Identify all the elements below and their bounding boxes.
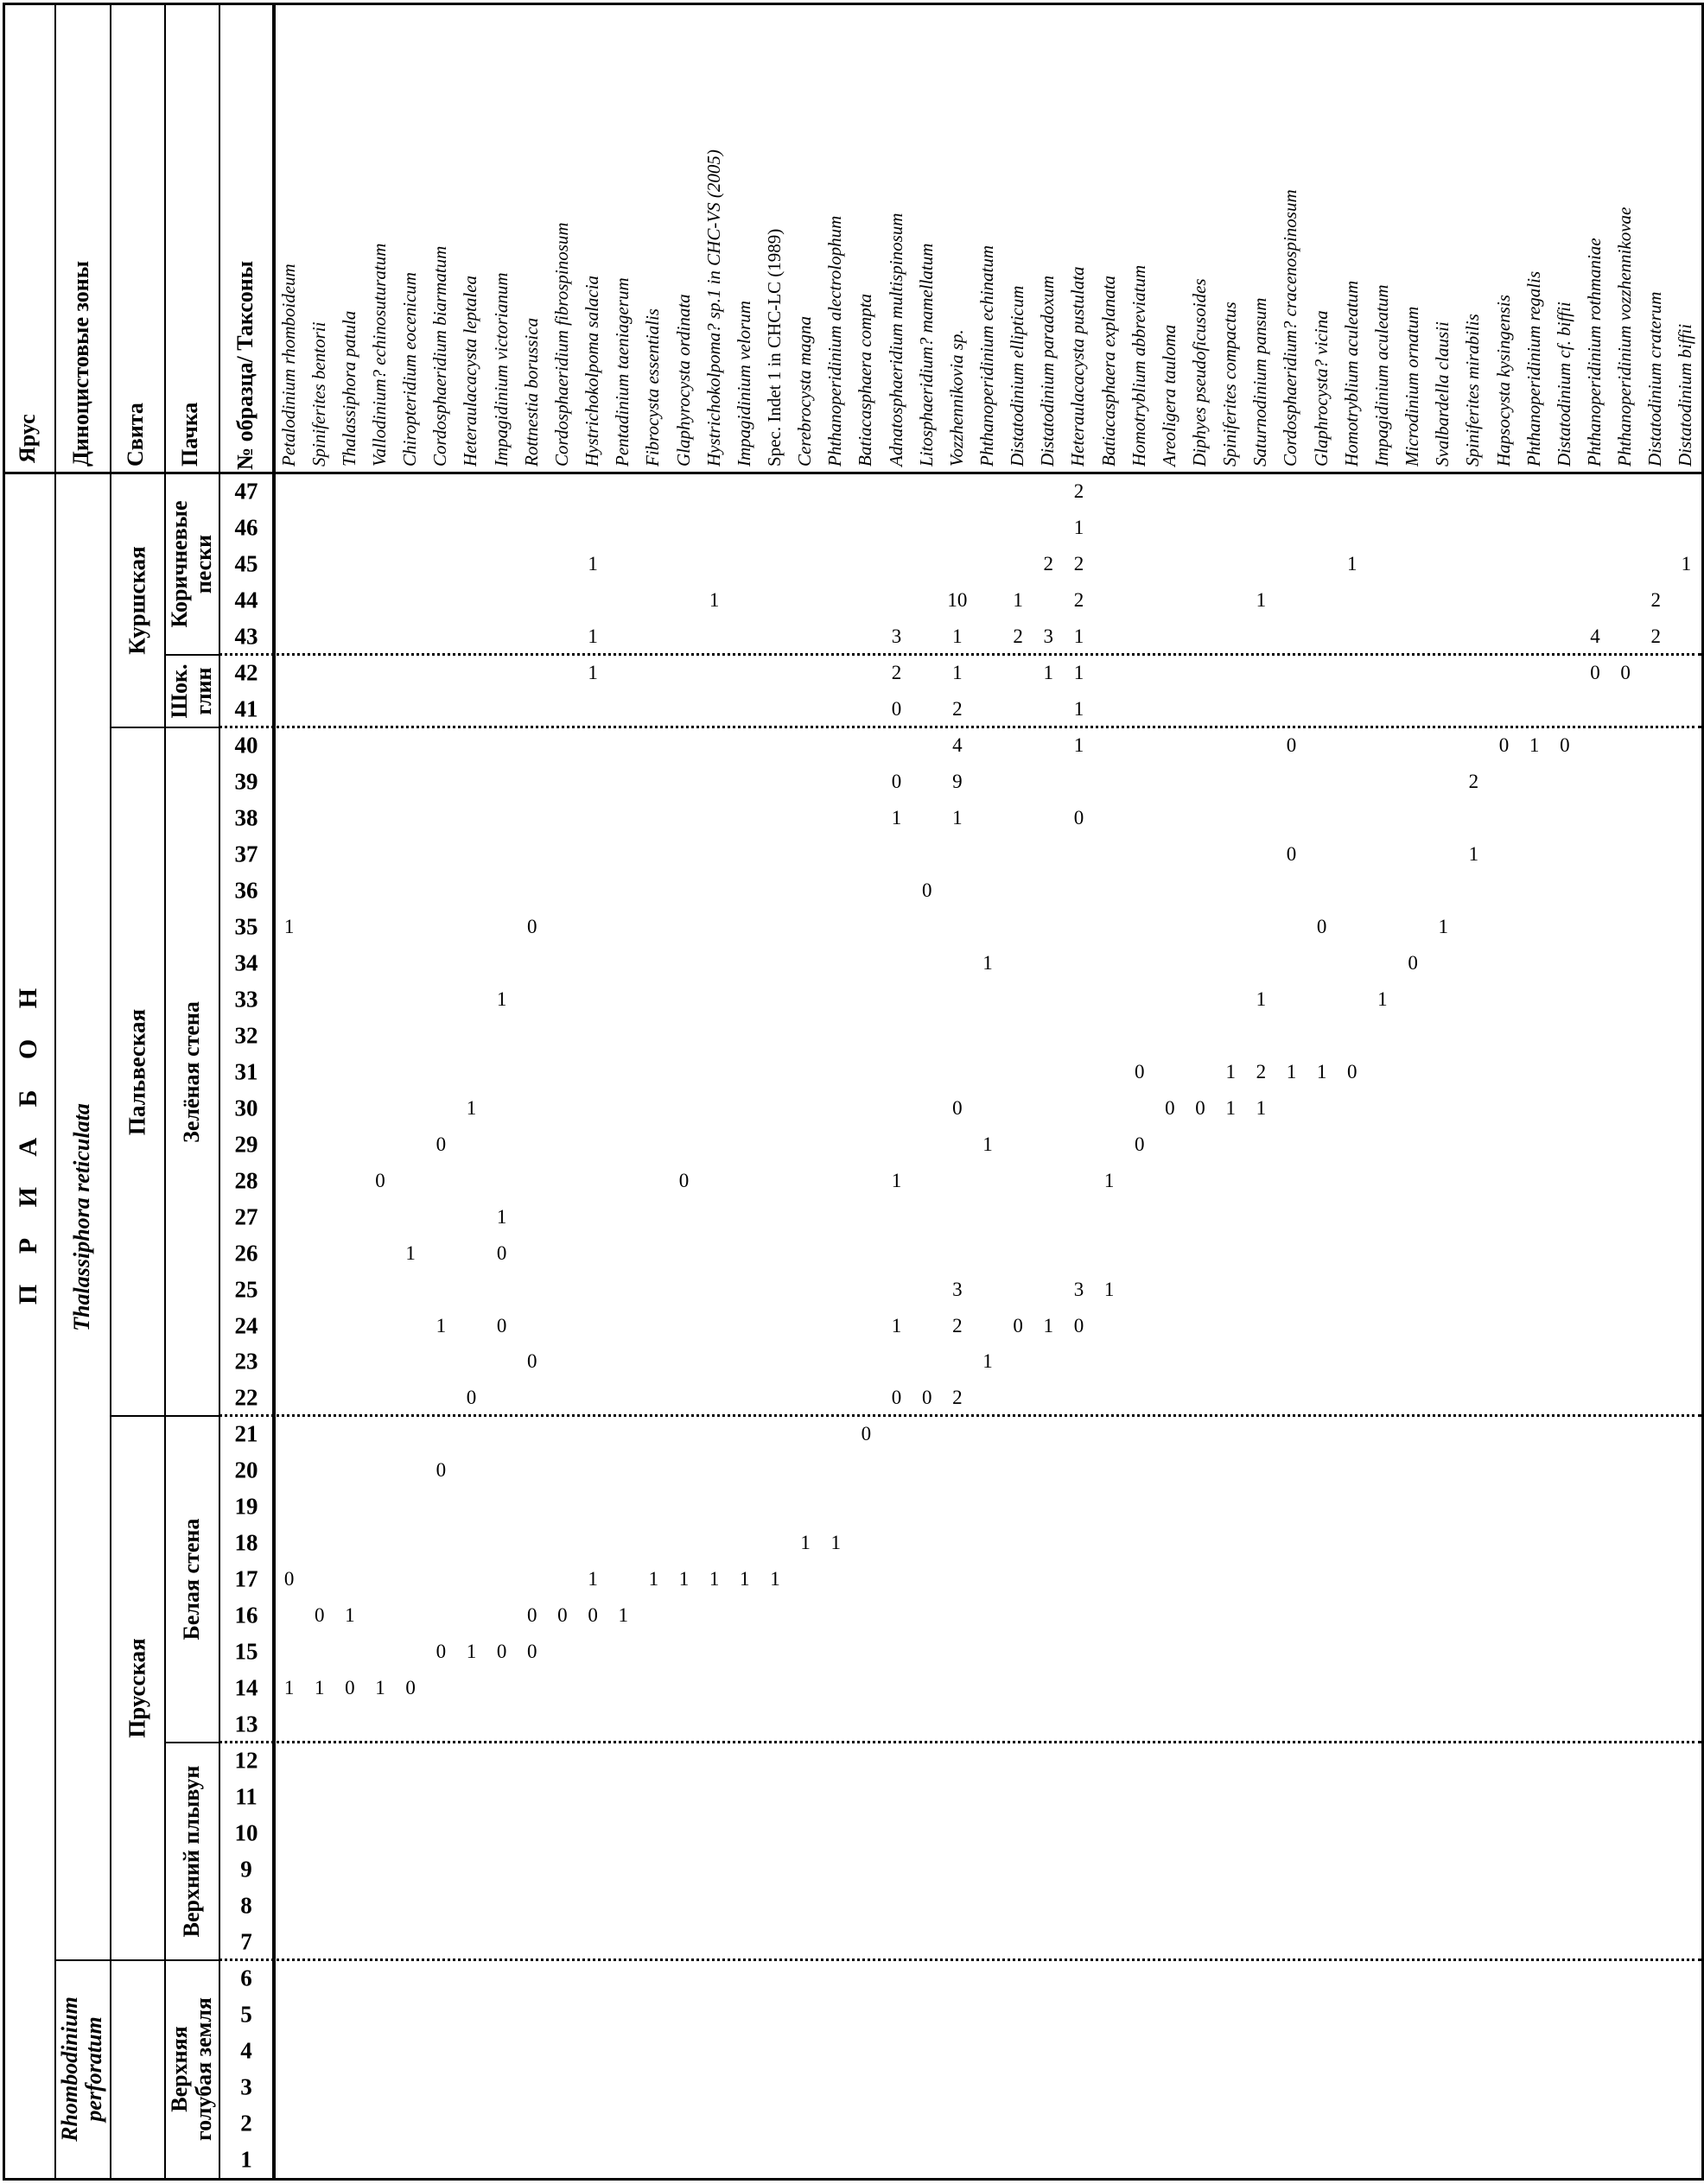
taxon-label: Hystrichokolpoma salacia <box>582 275 603 467</box>
occurrence-value: 2 <box>1650 588 1662 611</box>
sample-number: 13 <box>234 1711 258 1737</box>
table-border-top <box>3 3 1704 5</box>
sample-number: 4 <box>240 2037 252 2064</box>
occurrence-value: 1 <box>770 1568 780 1590</box>
table-border-left <box>3 3 5 2181</box>
taxon-label: Batiacasphaera compta <box>855 293 876 467</box>
occurrence-value: 1 <box>709 588 720 611</box>
member-label: Зелёная стена <box>178 1000 204 1143</box>
occurrence-value: 4 <box>952 733 963 756</box>
occurrence-value: 1 <box>709 1568 720 1590</box>
occurrence-value: 1 <box>1103 1278 1115 1300</box>
occurrence-value: 1 <box>283 1677 295 1699</box>
sample-number: 38 <box>234 804 258 831</box>
occurrence-value: 2 <box>1073 588 1084 611</box>
member-label: Шок. глин <box>166 663 216 719</box>
occurrence-value: 0 <box>1560 733 1570 756</box>
occurrence-value: 0 <box>436 1641 447 1663</box>
taxon-label: Impagidinium victorianum <box>490 272 512 467</box>
sample-number: 10 <box>234 1819 258 1846</box>
taxon-label: Glaphrocysta? vicina <box>1310 310 1332 467</box>
taxon-label: Distatodinium craterum <box>1644 291 1666 467</box>
taxon-label: Litosphaeridium? mamellatum <box>915 243 937 467</box>
sample-number: 28 <box>234 1167 258 1194</box>
boundary-line-solid <box>164 1742 219 1743</box>
occurrence-value: 1 <box>1347 552 1357 575</box>
occurrence-value: 0 <box>861 1423 872 1445</box>
occurrence-value: 1 <box>345 1604 355 1627</box>
occurrence-value: 2 <box>1073 479 1084 502</box>
occurrence-value: 0 <box>921 879 932 901</box>
boundary-line-dotted <box>219 1741 1701 1743</box>
taxon-label: Homotryblium abbreviatum <box>1128 264 1149 467</box>
suite-label: Куршская <box>123 546 149 655</box>
occurrence-value: 1 <box>952 625 963 647</box>
taxon-label: Cordosphaeridium? cracenospinosum <box>1280 189 1301 467</box>
occurrence-value: 0 <box>527 915 537 937</box>
occurrence-value: 2 <box>1013 625 1023 647</box>
occurrence-value: 0 <box>436 1459 447 1482</box>
suite-label: Прусская <box>123 1638 149 1739</box>
zone-label: Rhombodinium perforatum <box>56 1997 106 2142</box>
taxon-label: Saturnodinium pansum <box>1249 297 1271 467</box>
occurrence-value: 3 <box>952 1278 963 1300</box>
samples-taxa-header: № образца/ Таксоны <box>232 260 258 470</box>
occurrence-value: 0 <box>1286 733 1297 756</box>
taxon-label: Spec. Indet 1 in CHC-LC (1989) <box>763 228 785 467</box>
occurrence-value: 0 <box>283 1568 295 1590</box>
taxon-label: Heteraulacacysta leptalea <box>460 275 481 467</box>
occurrence-value: 0 <box>1347 1060 1357 1082</box>
sample-number: 32 <box>234 1022 258 1049</box>
occurrence-value: 0 <box>1620 661 1631 683</box>
taxon-label: Cordosphaeridium biarmatum <box>429 245 451 467</box>
sample-number: 8 <box>240 1892 252 1919</box>
occurrence-value: 0 <box>1316 915 1327 937</box>
occurrence-value: 1 <box>800 1532 811 1554</box>
occurrence-value: 0 <box>496 1314 507 1336</box>
taxon-label: Phthanoperidinium regalis <box>1523 270 1544 467</box>
table-border-bottom <box>3 2178 1704 2181</box>
occurrence-value: 1 <box>1043 1314 1054 1336</box>
member-column-header: Пачка <box>177 402 202 467</box>
taxon-label: Thalassiphora patula <box>338 310 359 467</box>
occurrence-value: 0 <box>952 1096 963 1119</box>
occurrence-value: 0 <box>1498 733 1510 756</box>
sample-number: 29 <box>234 1131 258 1158</box>
occurrence-value: 1 <box>1013 588 1023 611</box>
occurrence-value: 1 <box>1377 987 1388 1010</box>
occurrence-value: 0 <box>345 1677 355 1699</box>
occurrence-value: 0 <box>1073 1314 1084 1336</box>
sample-number: 3 <box>240 2073 252 2100</box>
sample-number: 15 <box>234 1638 258 1665</box>
taxon-label: Distatodinium biffii <box>1675 323 1696 467</box>
occurrence-value: 1 <box>1073 697 1084 720</box>
occurrence-value: 1 <box>982 1133 993 1155</box>
occurrence-value: 1 <box>891 1169 902 1191</box>
member-label: Верхняя голубая земля <box>166 1997 216 2142</box>
occurrence-value: 0 <box>436 1133 447 1155</box>
occurrence-value: 10 <box>947 588 968 611</box>
sample-number: 5 <box>240 2001 252 2028</box>
occurrence-value: 3 <box>1043 625 1054 647</box>
occurrence-value: 2 <box>952 1387 963 1409</box>
taxon-label: Phthanoperidinium rothmaniae <box>1583 238 1605 467</box>
occurrence-value: 0 <box>405 1677 416 1699</box>
member-label: Белая стена <box>178 1518 204 1641</box>
taxon-label: Petalodinium rhomboideum <box>277 263 299 467</box>
occurrence-value: 0 <box>496 1641 507 1663</box>
sample-number: 9 <box>240 1856 252 1882</box>
occurrence-value: 0 <box>1013 1314 1023 1336</box>
occurrence-value: 0 <box>891 1387 902 1409</box>
taxon-label: Vozzhennikovia sp. <box>945 329 967 467</box>
occurrence-value: 0 <box>496 1241 507 1264</box>
occurrence-value: 2 <box>1468 770 1479 792</box>
sample-number: 1 <box>240 2146 252 2173</box>
header-separator <box>3 472 1701 474</box>
stage-column-header: Ярус <box>15 414 40 463</box>
sample-number: 47 <box>234 478 258 505</box>
sample-number: 37 <box>234 841 258 867</box>
occurrence-value: 0 <box>588 1604 598 1627</box>
taxon-label: Distatodinium paradoxum <box>1037 275 1059 467</box>
boundary-line-solid <box>54 1959 219 1961</box>
sample-number: 27 <box>234 1203 258 1230</box>
taxon-label: Cordosphaeridium fibrospinosum <box>550 222 572 467</box>
taxon-label: Vallodinium? echinosuturatum <box>369 243 391 467</box>
occurrence-value: 0 <box>1408 951 1418 974</box>
occurrence-value: 1 <box>618 1604 628 1627</box>
sample-number: 19 <box>234 1493 258 1520</box>
occurrence-value: 2 <box>952 1314 963 1336</box>
occurrence-value: 1 <box>1043 661 1054 683</box>
column-separator <box>54 3 56 2178</box>
sample-number: 46 <box>234 514 258 541</box>
occurrence-value: 1 <box>648 1568 659 1590</box>
occurrence-value: 1 <box>588 1568 598 1590</box>
occurrence-value: 1 <box>1103 1169 1115 1191</box>
occurrence-value: 1 <box>436 1314 447 1336</box>
boundary-line-dotted <box>219 726 1701 728</box>
zones-column-header: Диноцистовые зоны <box>68 260 93 467</box>
occurrence-value: 1 <box>466 1096 477 1119</box>
occurrence-value: 1 <box>1438 915 1448 937</box>
sample-number: 44 <box>234 587 258 613</box>
occurrence-value: 1 <box>1256 987 1267 1010</box>
taxon-label: Phthanoperidinium echinatum <box>976 244 997 467</box>
occurrence-value: 1 <box>496 1205 507 1228</box>
occurrence-value: 0 <box>1195 1096 1205 1119</box>
occurrence-value: 0 <box>921 1387 932 1409</box>
sample-number: 25 <box>234 1276 258 1303</box>
occurrence-value: 1 <box>466 1641 477 1663</box>
occurrence-value: 1 <box>678 1568 690 1590</box>
taxon-label: Hapsocysta kysingensis <box>1492 295 1514 467</box>
occurrence-value: 1 <box>1073 516 1084 538</box>
occurrence-value: 1 <box>982 1350 993 1373</box>
occurrence-value: 1 <box>982 951 993 974</box>
occurrence-value: 2 <box>952 697 963 720</box>
taxon-label: Phthanoperidinium vozzhennikovae <box>1614 206 1636 467</box>
sample-number: 18 <box>234 1529 258 1556</box>
occurrence-value: 1 <box>1286 1060 1297 1082</box>
boundary-line-dotted <box>219 1959 1701 1961</box>
column-separator <box>219 3 220 2178</box>
sample-number: 39 <box>234 768 258 795</box>
taxon-label: Impagidinium velorum <box>733 301 754 467</box>
sample-number: 26 <box>234 1240 258 1267</box>
occurrence-value: 1 <box>830 1532 841 1554</box>
occurrence-value: 1 <box>891 1314 902 1336</box>
suite-label: Пальвеская <box>123 1008 149 1135</box>
occurrence-value: 1 <box>1529 733 1540 756</box>
occurrence-value: 3 <box>1073 1278 1084 1300</box>
occurrence-value: 1 <box>314 1677 325 1699</box>
occurrence-value: 2 <box>891 661 902 683</box>
taxon-label: Microdinium ornatum <box>1402 306 1423 467</box>
occurrence-value: 2 <box>1650 625 1662 647</box>
occurrence-value: 1 <box>1225 1060 1236 1082</box>
occurrence-value: 1 <box>891 806 902 829</box>
occurrence-value: 0 <box>1165 1096 1175 1119</box>
occurrence-value: 2 <box>1256 1060 1267 1082</box>
zone-label: Thalassiphora reticulata <box>68 1102 94 1331</box>
boundary-line-dotted <box>219 1414 1701 1417</box>
boundary-line-dotted <box>219 653 1701 656</box>
occurrence-value: 3 <box>891 625 902 647</box>
occurrence-value: 0 <box>891 770 902 792</box>
taxon-label: Hystrichokolpoma? sp.1 in CHC-VS (2005) <box>703 149 724 467</box>
occurrence-value: 1 <box>1073 625 1084 647</box>
occurrence-value: 0 <box>375 1169 385 1191</box>
boundary-line-solid <box>110 727 219 728</box>
occurrence-value: 9 <box>952 770 963 792</box>
occurrence-value: 1 <box>952 661 963 683</box>
sample-number: 14 <box>234 1674 258 1701</box>
member-label: Коричневые пески <box>166 500 216 628</box>
occurrence-value: 0 <box>314 1604 325 1627</box>
sample-number: 45 <box>234 550 258 577</box>
occurrence-value: 2 <box>1043 552 1054 575</box>
sample-number: 21 <box>234 1420 258 1447</box>
occurrence-value: 0 <box>1134 1133 1145 1155</box>
column-separator <box>110 3 111 2178</box>
sample-number: 12 <box>234 1747 258 1774</box>
sample-number: 16 <box>234 1602 258 1628</box>
sample-number: 6 <box>240 1965 252 1991</box>
sample-number: 33 <box>234 986 258 1013</box>
occurrence-value: 1 <box>1468 842 1479 865</box>
occurrence-value: 1 <box>496 987 507 1010</box>
taxon-label: Glaphyrocysta ordinata <box>672 294 694 467</box>
occurrence-value: 0 <box>891 697 902 720</box>
taxon-label: Homotryblium aculeatum <box>1340 280 1362 467</box>
occurrence-value: 1 <box>1256 588 1267 611</box>
taxon-label: Spiniferites compactus <box>1219 302 1241 467</box>
occurrence-value: 1 <box>405 1241 416 1264</box>
taxon-label: Distatodinium ellipticum <box>1007 285 1028 467</box>
member-label: Верхний плывун <box>178 1765 204 1938</box>
taxon-label: Svalbardella clausii <box>1432 321 1453 467</box>
samples-taxa-separator <box>272 3 276 2178</box>
sample-number: 43 <box>234 623 258 650</box>
taxon-label: Batiacasphaera explanata <box>1097 275 1119 467</box>
taxon-label: Fibrocysta essentialis <box>642 308 664 467</box>
taxon-label: Diphyes pseudoficusoides <box>1189 278 1211 467</box>
sample-number: 7 <box>240 1928 252 1955</box>
taxon-label: Spiniferites bentorii <box>308 321 329 467</box>
occurrence-value: 1 <box>283 915 295 937</box>
sample-number: 40 <box>234 732 258 759</box>
taxon-label: Adnatosphaeridium multispinosum <box>885 213 906 467</box>
taxon-label: Chiropteridium eocenicum <box>399 272 421 467</box>
stage-label: П Р И А Б О Н <box>13 975 42 1305</box>
sample-number: 24 <box>234 1312 258 1338</box>
occurrence-value: 0 <box>1073 806 1084 829</box>
boundary-line-solid <box>164 654 219 656</box>
taxon-label: Spiniferites mirabilis <box>1462 314 1484 467</box>
taxon-label: Rottnestia borussica <box>520 317 542 467</box>
occurrence-value: 4 <box>1590 625 1600 647</box>
taxon-label: Cerebrocysta magna <box>794 316 816 467</box>
occurrence-value: 0 <box>1134 1060 1145 1082</box>
occurrence-value: 0 <box>527 1604 537 1627</box>
sample-number: 36 <box>234 877 258 904</box>
taxon-label: Pentadinium taeniagerum <box>612 277 633 467</box>
occurrence-value: 0 <box>466 1387 477 1409</box>
occurrence-value: 0 <box>527 1350 537 1373</box>
sample-number: 42 <box>234 659 258 686</box>
occurrence-value: 1 <box>1681 552 1692 575</box>
taxon-label: Phthanoperidinium alectrolophum <box>824 215 846 467</box>
occurrence-value: 0 <box>678 1169 690 1191</box>
occurrence-value: 1 <box>1073 661 1084 683</box>
occurrence-value: 1 <box>1256 1096 1267 1119</box>
suite-column-header: Свита <box>123 403 148 467</box>
column-separator <box>164 3 166 2178</box>
occurrence-value: 1 <box>588 661 598 683</box>
taxon-label: Heteraulacacysta pustulata <box>1067 266 1089 467</box>
taxon-label: Distatodinium cf. biffii <box>1553 302 1574 467</box>
occurrence-value: 1 <box>1225 1096 1236 1119</box>
occurrence-value: 1 <box>1316 1060 1327 1082</box>
sample-number: 23 <box>234 1348 258 1375</box>
occurrence-value: 0 <box>1286 842 1297 865</box>
sample-number: 31 <box>234 1058 258 1085</box>
occurrence-value: 1 <box>588 552 598 575</box>
sample-number: 41 <box>234 695 258 722</box>
sample-number: 11 <box>235 1783 258 1810</box>
occurrence-value: 0 <box>1590 661 1600 683</box>
occurrence-value: 1 <box>588 625 598 647</box>
sample-number: 30 <box>234 1095 258 1121</box>
occurrence-value: 1 <box>952 806 963 829</box>
boundary-line-solid <box>110 1415 219 1417</box>
occurrence-value: 0 <box>557 1604 568 1627</box>
taxon-label: Impagidinium aculeatum <box>1370 284 1392 467</box>
sample-number: 20 <box>234 1457 258 1483</box>
occurrence-value: 1 <box>375 1677 385 1699</box>
occurrence-value: 1 <box>1073 733 1084 756</box>
sample-number: 22 <box>234 1384 258 1411</box>
sample-number: 34 <box>234 949 258 976</box>
occurrence-value: 0 <box>527 1641 537 1663</box>
sample-number: 17 <box>234 1565 258 1592</box>
sample-number: 2 <box>240 2110 252 2136</box>
occurrence-value: 2 <box>1073 552 1084 575</box>
occurrence-value: 1 <box>740 1568 750 1590</box>
taxon-label: Areoligera tauloma <box>1158 324 1179 467</box>
sample-number: 35 <box>234 913 258 940</box>
